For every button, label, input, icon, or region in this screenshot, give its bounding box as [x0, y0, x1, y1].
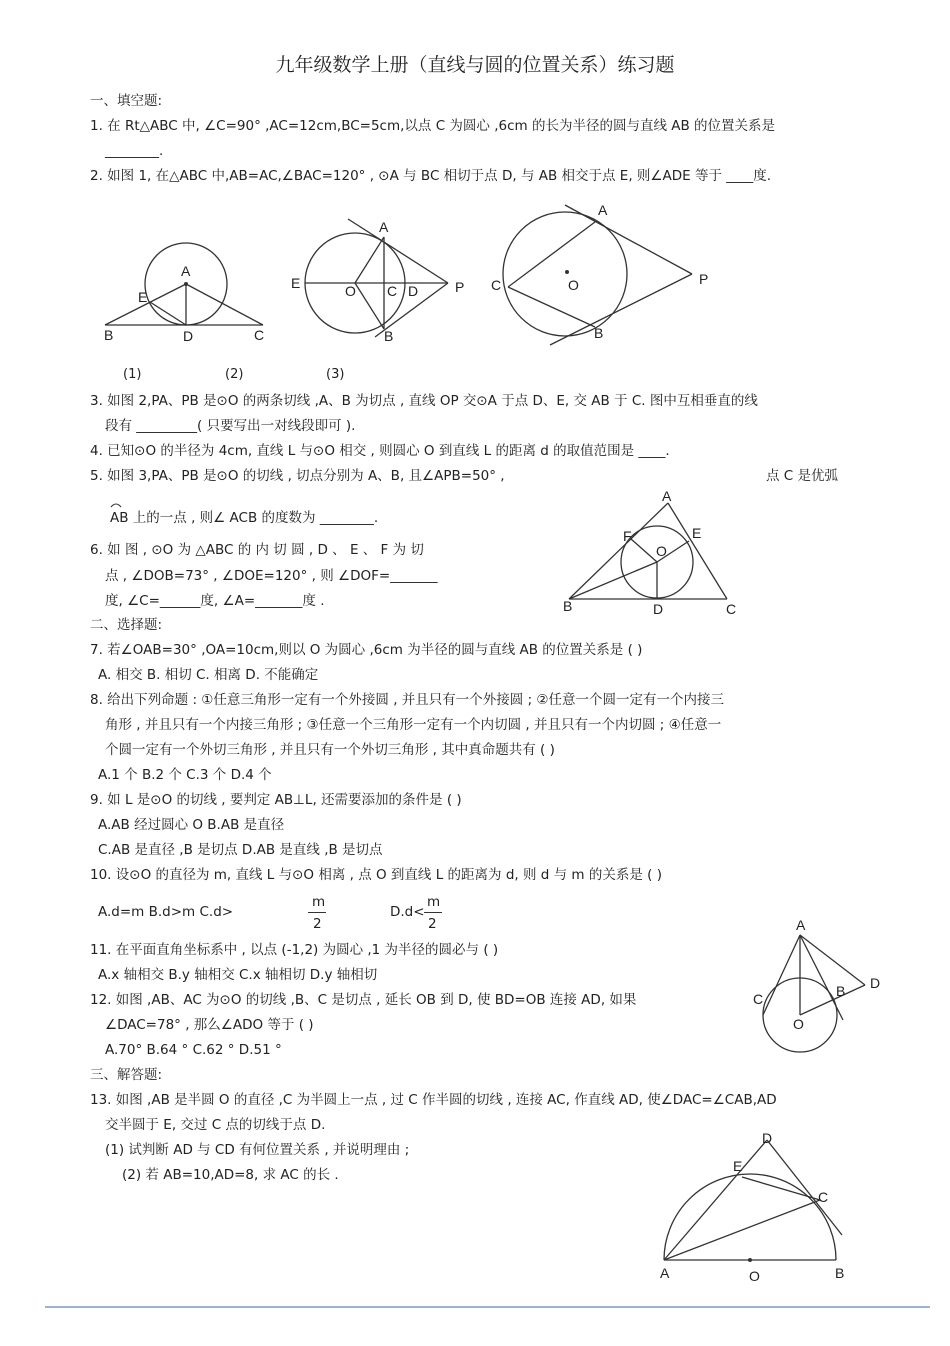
- fig6-label-o: O: [656, 543, 667, 559]
- fig13-label-e: E: [733, 1158, 743, 1174]
- section-fill-heading: 一、填空题:: [90, 93, 163, 109]
- fig3-circle: [503, 212, 627, 336]
- question-13-part-2: (2) 若 AB=10,AD=8, 求 AC 的长 .: [122, 1167, 339, 1183]
- section-answer-heading: 三、解答题:: [90, 1067, 163, 1083]
- question-10-options: A.d=m B.d>m C.d>: [98, 904, 234, 920]
- fig12-label-c: C: [753, 991, 764, 1007]
- fig1-label-a: A: [181, 263, 191, 279]
- fig2-oa: [355, 237, 384, 283]
- fraction-c-denominator: 2: [313, 916, 322, 932]
- footer-rule: [45, 1306, 930, 1308]
- question-9: 9. 如 L 是⊙O 的切线 , 要判定 AB⊥L, 还需要添加的条件是 ( ): [90, 792, 462, 808]
- fig13-semicircle: [664, 1174, 836, 1260]
- fig6-label-d: D: [653, 601, 664, 617]
- fig6-ob: [569, 562, 657, 599]
- fig2-label-a: A: [379, 219, 389, 235]
- fig3-center-dot: [565, 270, 569, 274]
- question-7: 7. 若∠OAB=30° ,OA=10cm,则以 O 为圆心 ,6cm 为半径的圆与直线 AB 的位置关系是 ( ): [90, 642, 643, 658]
- arc-symbol: [110, 502, 122, 508]
- fig2-ob: [355, 283, 384, 329]
- fraction-c-numerator: m: [312, 894, 326, 910]
- fig3-ca: [508, 222, 595, 287]
- fig3-label-a: A: [598, 202, 608, 218]
- fig1-center-dot: [184, 282, 188, 286]
- fig12-ad: [800, 935, 865, 985]
- figure-q12: [755, 930, 875, 1060]
- fig12-label-a: A: [796, 917, 806, 933]
- question-11-options: A.x 轴相交 B.y 轴相交 C.x 轴相切 D.y 轴相切: [98, 967, 378, 983]
- fig12-label-o: O: [793, 1016, 804, 1032]
- figure-caption-2: (2): [225, 367, 244, 382]
- fig13-ac: [664, 1200, 820, 1260]
- question-10-option-d: D.d<: [390, 904, 425, 920]
- question-5-cont: AB 上的一点 , 则∠ ACB 的度数为 ________.: [110, 510, 379, 526]
- fig12-label-d: D: [870, 975, 881, 991]
- fraction-c-bar: [308, 912, 326, 913]
- question-12: 12. 如图 ,AB、AC 为⊙O 的切线 ,B、C 是切点 , 延长 OB 到 D, 使 BD=OB 连接 AD, 如果: [90, 992, 637, 1008]
- fig12-ab: [800, 935, 846, 1020]
- fig2-label-b: B: [384, 328, 394, 344]
- fig12-ac: [763, 935, 800, 1015]
- question-8-cont: 角形 , 并且只有一个内接三角形 ; ③任意一个三角形一定有一个内切圆 , 并且只有一个内切圆 ; ④任意一: [105, 717, 722, 733]
- question-6-cont2: 度, ∠C=______度, ∠A=_______度 .: [105, 593, 325, 609]
- question-5-right: 点 C 是优弧: [766, 468, 839, 484]
- question-9-options-2: C.AB 是直径 ,B 是切点 D.AB 是直线 ,B 是切点: [98, 842, 383, 858]
- figure-caption-1: (1): [123, 367, 142, 382]
- fig12-label-b: B: [836, 983, 846, 999]
- question-3-cont: 段有 _________( 只要写出一对线段即可 ).: [105, 418, 356, 434]
- question-8-cont2: 个圆一定有一个外切三角形 , 并且只有一个外切三角形 , 其中真命题共有 ( ): [105, 742, 555, 758]
- fraction-d-bar: [424, 912, 442, 913]
- fig1-label-e: E: [138, 289, 148, 305]
- section-choice-heading: 二、选择题:: [90, 617, 163, 633]
- fig13-center-dot: [748, 1258, 752, 1262]
- fig2-label-d: D: [408, 283, 419, 299]
- fig1-label-c: C: [254, 327, 265, 343]
- question-4: 4. 已知⊙O 的半径为 4cm, 直线 L 与⊙O 相交 , 则圆心 O 到直线 L 的距离 d 的取值范围是 ____.: [90, 443, 670, 459]
- fig2-label-p: P: [455, 279, 465, 295]
- fig2-label-c: C: [387, 283, 398, 299]
- fig2-label-e: E: [291, 275, 301, 291]
- fraction-d-numerator: m: [427, 894, 441, 910]
- fig13-ad: [664, 1140, 767, 1260]
- question-11: 11. 在平面直角坐标系中 , 以点 (-1,2) 为圆心 ,1 为半径的圆必与 ( ): [90, 942, 499, 958]
- fig13-label-a: A: [660, 1265, 670, 1281]
- fraction-d-denominator: 2: [428, 916, 437, 932]
- fig3-pa: [565, 205, 692, 274]
- figure-q6: [565, 497, 745, 607]
- question-5: 5. 如图 3,PA、PB 是⊙O 的切线 , 切点分别为 A、B, 且∠APB=50° ,: [90, 468, 505, 484]
- fig1-label-d: D: [183, 328, 194, 344]
- question-13-cont: 交半圆于 E, 交过 C 点的切线于点 D.: [105, 1117, 326, 1133]
- fig6-label-e: E: [692, 525, 702, 541]
- fig3-label-o: O: [568, 277, 579, 293]
- fig13-label-o: O: [749, 1268, 760, 1284]
- question-3: 3. 如图 2,PA、PB 是⊙O 的两条切线 ,A、B 为切点 , 直线 OP 交⊙A 于点 D、E, 交 AB 于 C. 图中互相垂直的线: [90, 393, 758, 409]
- fig13-label-b: B: [835, 1265, 845, 1281]
- figure-caption-3: (3): [326, 367, 345, 382]
- question-6: 6. 如 图 , ⊙O 为 △ABC 的 内 切 圆 , D 、 E 、 F 为 切: [90, 542, 424, 558]
- question-10: 10. 设⊙O 的直径为 m, 直线 L 与⊙O 相离 , 点 O 到直线 L 的距离为 d, 则 d 与 m 的关系是 ( ): [90, 867, 662, 883]
- question-6-cont: 点 , ∠DOB=73° , ∠DOE=120° , 则 ∠DOF=_______: [105, 568, 438, 584]
- fig6-label-f: F: [623, 528, 632, 544]
- fig3-label-p: P: [699, 271, 709, 287]
- question-7-options: A. 相交 B. 相切 C. 相离 D. 不能确定: [98, 667, 319, 683]
- fig6-ac: [668, 503, 727, 599]
- fig13-label-d: D: [762, 1130, 773, 1146]
- question-13-part-1: (1) 试判断 AD 与 CD 有何位置关系 , 并说明理由 ;: [105, 1142, 410, 1158]
- question-12-cont: ∠DAC=78° , 那么∠ADO 等于 ( ): [105, 1017, 314, 1033]
- fig6-label-c: C: [726, 601, 737, 617]
- fig3-label-c: C: [491, 277, 502, 293]
- question-13: 13. 如图 ,AB 是半圆 O 的直径 ,C 为半圆上一点 , 过 C 作半圆的切线 , 连接 AC, 作直线 AD, 使∠DAC=∠CAB,AD: [90, 1092, 777, 1108]
- fig2-pa: [348, 219, 448, 283]
- question-9-options-1: A.AB 经过圆心 O B.AB 是直径: [98, 817, 285, 833]
- fig6-label-a: A: [662, 488, 672, 504]
- fig3-cb: [508, 287, 595, 327]
- question-12-options: A.70° B.64 ° C.62 ° D.51 °: [105, 1042, 282, 1058]
- question-8-options: A.1 个 B.2 个 C.3 个 D.4 个: [98, 767, 272, 783]
- page-title: 九年级数学上册（直线与圆的位置关系）练习题: [275, 54, 675, 76]
- fig6-of: [631, 539, 657, 562]
- question-2: 2. 如图 1, 在△ABC 中,AB=AC,∠BAC=120° , ⊙A 与 BC 相切于点 D, 与 AB 相交于点 E, 则∠ADE 等于 ____度.: [90, 168, 772, 184]
- fig3-label-b: B: [594, 325, 604, 341]
- question-1-blank: ________.: [105, 143, 164, 159]
- question-1: 1. 在 Rt△ABC 中, ∠C=90° ,AC=12cm,BC=5cm,以点 C 为圆心 ,6cm 的长为半径的圆与直线 AB 的位置关系是: [90, 118, 776, 134]
- fig6-ab: [569, 503, 668, 599]
- fig12-od: [800, 985, 865, 1015]
- fig1-ac: [186, 284, 263, 325]
- fig13-label-c: C: [818, 1189, 829, 1205]
- fig2-label-o: O: [345, 283, 356, 299]
- fig1-label-b: B: [104, 327, 114, 343]
- fig6-label-b: B: [563, 598, 573, 614]
- question-8: 8. 给出下列命题 : ①任意三角形一定有一个外接圆 , 并且只有一个外接圆 ; ②任意一个圆一定有一个内接三: [90, 692, 725, 708]
